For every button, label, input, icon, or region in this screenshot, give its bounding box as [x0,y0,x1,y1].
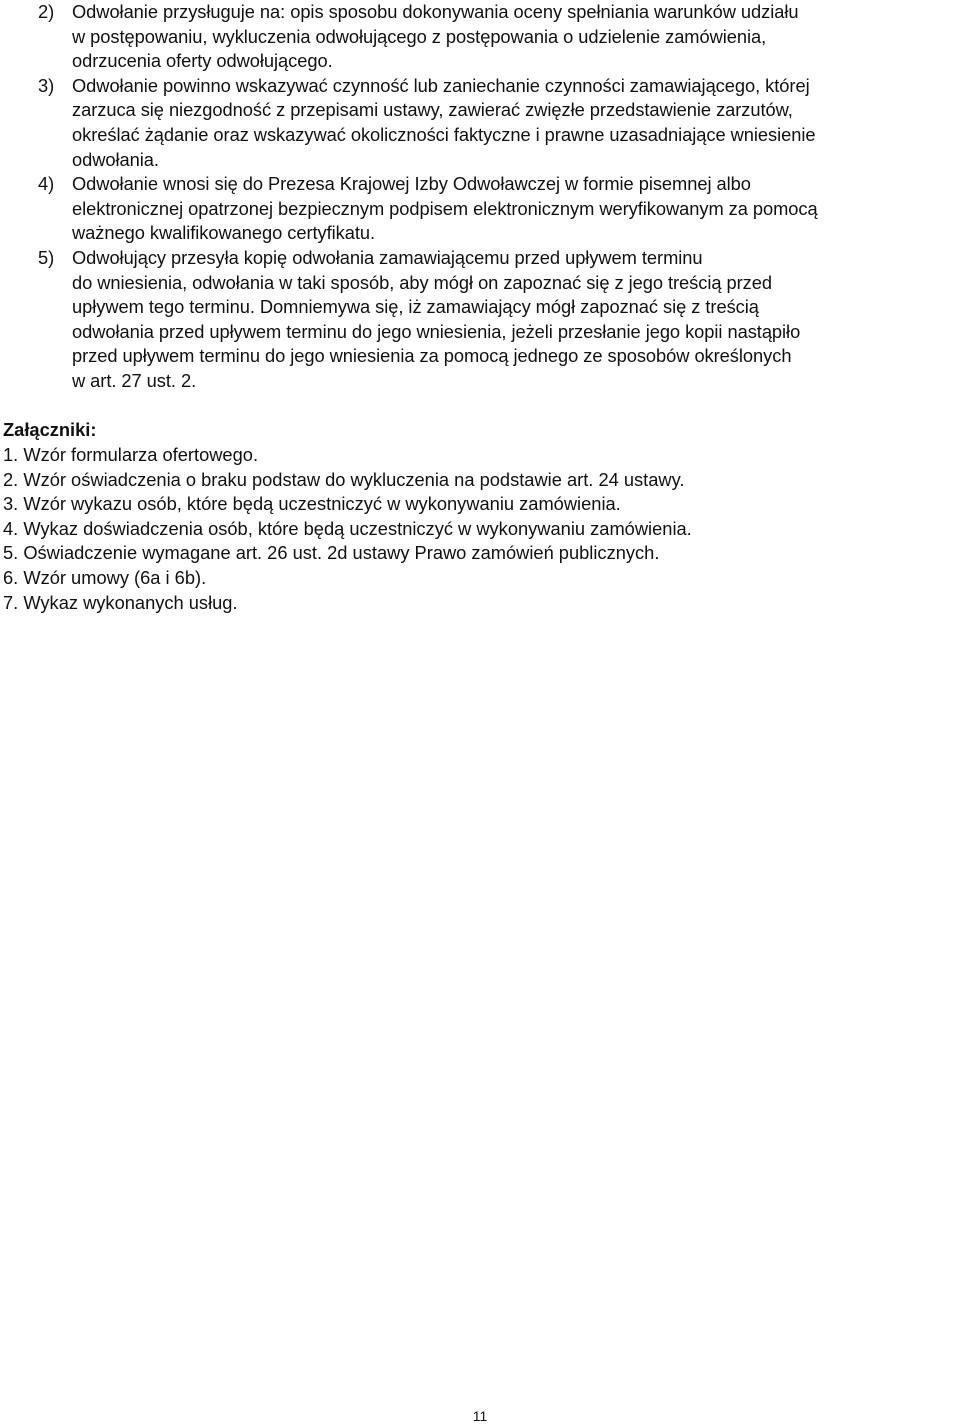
point-text-line: w postępowaniu, wykluczenia odwołującego z postępowania o udzielenie zamówienia, [72,25,767,47]
point-text-line: w art. 27 ust. 2. [72,369,197,391]
appeal-point-3 [0,74,960,172]
point-text-line: zarzuca się niezgodność z przepisami ustawy, zawierać zwięzłe przedstawienie zarzutów, [72,99,793,121]
page-number: 11 [472,1408,488,1424]
point-number: 5) [38,246,55,268]
point-number: 2) [38,1,55,22]
attachment-item: 4. Wykaz doświadczenia osób, które będą uczestniczyć w wykonywaniu zamówienia. [3,517,692,539]
appeal-point-5 [0,246,960,394]
attachment-item: 6. Wzór umowy (6a i 6b). [3,566,207,588]
point-number: 4) [38,173,55,195]
attachments-list [3,443,692,615]
appeal-point-4 [0,172,960,246]
attachment-item: 1. Wzór formularza ofertowego. [3,444,259,465]
attachment-item: 7. Wykaz wykonanych usług. [3,591,238,613]
attachment-item: 3. Wzór wykazu osób, które będą uczestniczyć w wykonywaniu zamówienia. [3,493,621,515]
point-text-line: do wniesienia, odwołania w taki sposób, aby mógł on zapoznać się z jego treścią przed [72,271,772,293]
point-text-line: odwołania. [72,148,159,170]
point-text-line: określać żądanie oraz wskazywać okoliczności faktyczne i prawne uzasadniające wniesienie [72,123,816,145]
attachment-item: 5. Oświadczenie wymagane art. 26 ust. 2d ustawy Prawo zamówień publicznych. [3,542,660,564]
point-text-line: odrzucenia oferty odwołującego. [72,50,333,72]
point-text-line: elektronicznej opatrzonej bezpiecznym podpisem elektronicznym weryfikowanym za pomocą [72,197,818,219]
point-text-line: upływem tego terminu. Domniemywa się, iż zamawiający mógł zapoznać się z treścią [72,296,759,318]
point-text-line: Odwołujący przesyła kopię odwołania zamawiającemu przed upływem terminu [72,246,703,268]
point-text-line: ważnego kwalifikowanego certyfikatu. [72,222,376,244]
point-text-line: odwołania przed upływem terminu do jego wniesienia, jeżeli przesłanie jego kopii nastąpiło [72,320,801,342]
point-text-line: Odwołanie powinno wskazywać czynność lub zaniechanie czynności zamawiającego, której [72,74,810,96]
point-text-line: przed upływem terminu do jego wniesienia za pomocą jednego ze sposobów określonych [72,345,792,367]
attachment-item: 2. Wzór oświadczenia o braku podstaw do wykluczenia na podstawie art. 24 ustawy. [3,468,685,490]
appeal-point-2 [0,0,960,74]
point-number: 3) [38,74,55,96]
appeal-points-list [0,0,960,394]
point-text-line: Odwołanie przysługuje na: opis sposobu dokonywania oceny spełniania warunków udziału [72,1,799,22]
attachments-heading: Załączniki: [3,419,97,440]
point-text-line: Odwołanie wnosi się do Prezesa Krajowej Izby Odwoławczej w formie pisemnej albo [72,173,751,195]
